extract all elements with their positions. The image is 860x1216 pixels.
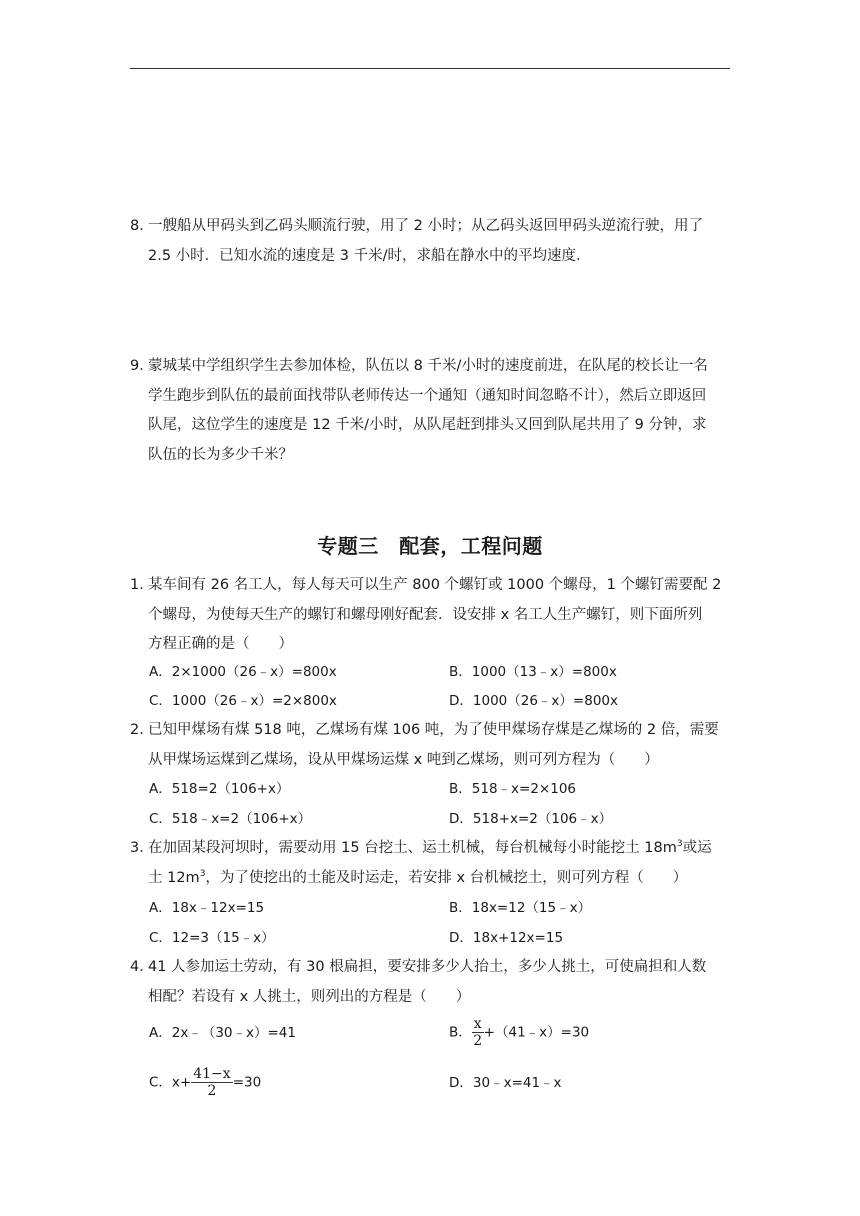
option-b: B． $\frac{x}{2}$ +（41﹣x）=30 (449, 1016, 590, 1049)
question-text-line: 队伍的长为多少千米？ (148, 446, 293, 463)
question-text-line: 在加固某段河坝时，需要动用 15 台挖土、运土机械，每台机械每小时能挖土 $18m^3$或运 (148, 839, 712, 856)
question-text-line: 已知甲煤场有煤 518 吨，乙煤场有煤 106 吨，为了使甲煤场存煤是乙煤场的 2 倍，需要 (148, 722, 719, 738)
question-number: 9． (130, 358, 154, 374)
option-d: D．518+x=2（106﹣x） (449, 811, 613, 827)
question-text-line: 个螺母，为使每天生产的螺钉和螺母刚好配套．设安排 x 名工人生产螺钉，则下面所列 (148, 606, 703, 623)
question-text-line: 2.5 小时．已知水流的速度是 3 千米/时，求船在静水中的平均速度． (148, 247, 591, 264)
option-a: A．518=2（106+x） (149, 781, 290, 797)
fraction-denominator: 2 (207, 1083, 217, 1099)
question-text-line: 某车间有 26 名工人，每人每天可以生产 800 个螺钉或 1000 个螺母，1 个螺钉需要配 2 (148, 577, 722, 593)
question-text-line: 一艘船从甲码头到乙码头顺流行驶，用了 2 小时；从乙码头返回甲码头逆流行驶，用了 (148, 218, 703, 234)
question-number: 2． (130, 722, 154, 738)
question-9 (130, 352, 730, 470)
question-number: 4． (130, 959, 154, 975)
option-b: B．1000（13﹣x）=800x (449, 664, 617, 680)
problem-2 (130, 716, 730, 775)
option-d: D．18x+12x=15 (449, 930, 564, 946)
fraction-numerator: x (473, 1016, 482, 1032)
option-c: C．518﹣x=2（106+x） (149, 811, 312, 827)
problem-1 (130, 571, 730, 660)
question-number: 1． (130, 577, 154, 593)
question-text-line: 相配？若设有 x 人挑土，则列出的方程是（ ） (148, 988, 471, 1005)
option-a: A．2x﹣（30﹣x）=41 (149, 1025, 296, 1041)
fraction (191, 1066, 232, 1099)
question-number: 3． (130, 840, 154, 856)
option-b: B．518﹣x=2×106 (449, 781, 576, 797)
problem-3 (130, 834, 730, 893)
question-text-line: 方程正确的是（ ） (148, 636, 293, 652)
question-8 (130, 212, 730, 271)
option-d: D．30﹣x=41﹣x (449, 1075, 562, 1091)
option-c: C．1000（26﹣x）=2×800x (149, 693, 337, 709)
fraction-numerator: 41−x (193, 1066, 231, 1082)
question-text-line: 学生跑步到队伍的最前面找带队老师传达一个通知（通知时间忽略不计），然后立即返回 (148, 387, 707, 404)
question-number: 8． (130, 218, 154, 234)
header-rule (130, 68, 730, 69)
question-text-line: 蒙城某中学组织学生去参加体检，队伍以 8 千米/小时的速度前进，在队尾的校长让一名 (148, 358, 708, 374)
option-b: B．18x=12（15﹣x） (449, 900, 592, 916)
option-d: D．1000（26﹣x）=800x (449, 693, 618, 709)
option-c: C．x+ $\frac{41-x}{2}$ =30 (149, 1066, 262, 1099)
fraction (472, 1016, 484, 1049)
superscript: 3 (676, 839, 683, 850)
option-c: C．12=3（15﹣x） (149, 930, 275, 946)
question-text-line: 土 $12m^3$，为了使挖出的土能及时运走，若安排 x 台机械挖土，则可列方程（ ） (148, 868, 688, 886)
option-a: A．18x﹣12x=15 (149, 900, 265, 916)
option-a: A．2×1000（26﹣x）=800x (149, 664, 337, 680)
fraction-denominator: 2 (473, 1033, 483, 1049)
section-title: 专题三 配套，工程问题 (317, 534, 543, 558)
question-text-line: 队尾，这位学生的速度是 12 千米/小时，从队尾赶到排头又回到队尾共用了 9 分钟，求 (148, 417, 707, 433)
question-text-line: 41 人参加运土劳动，有 30 根扁担，要安排多少人抬土，多少人挑土，可使扁担和人数 (148, 959, 707, 975)
superscript: 3 (199, 868, 206, 879)
problem-4 (130, 953, 730, 1012)
question-text-line: 从甲煤场运煤到乙煤场，设从甲煤场运煤 x 吨到乙煤场，则可列方程为（ ） (148, 751, 659, 768)
